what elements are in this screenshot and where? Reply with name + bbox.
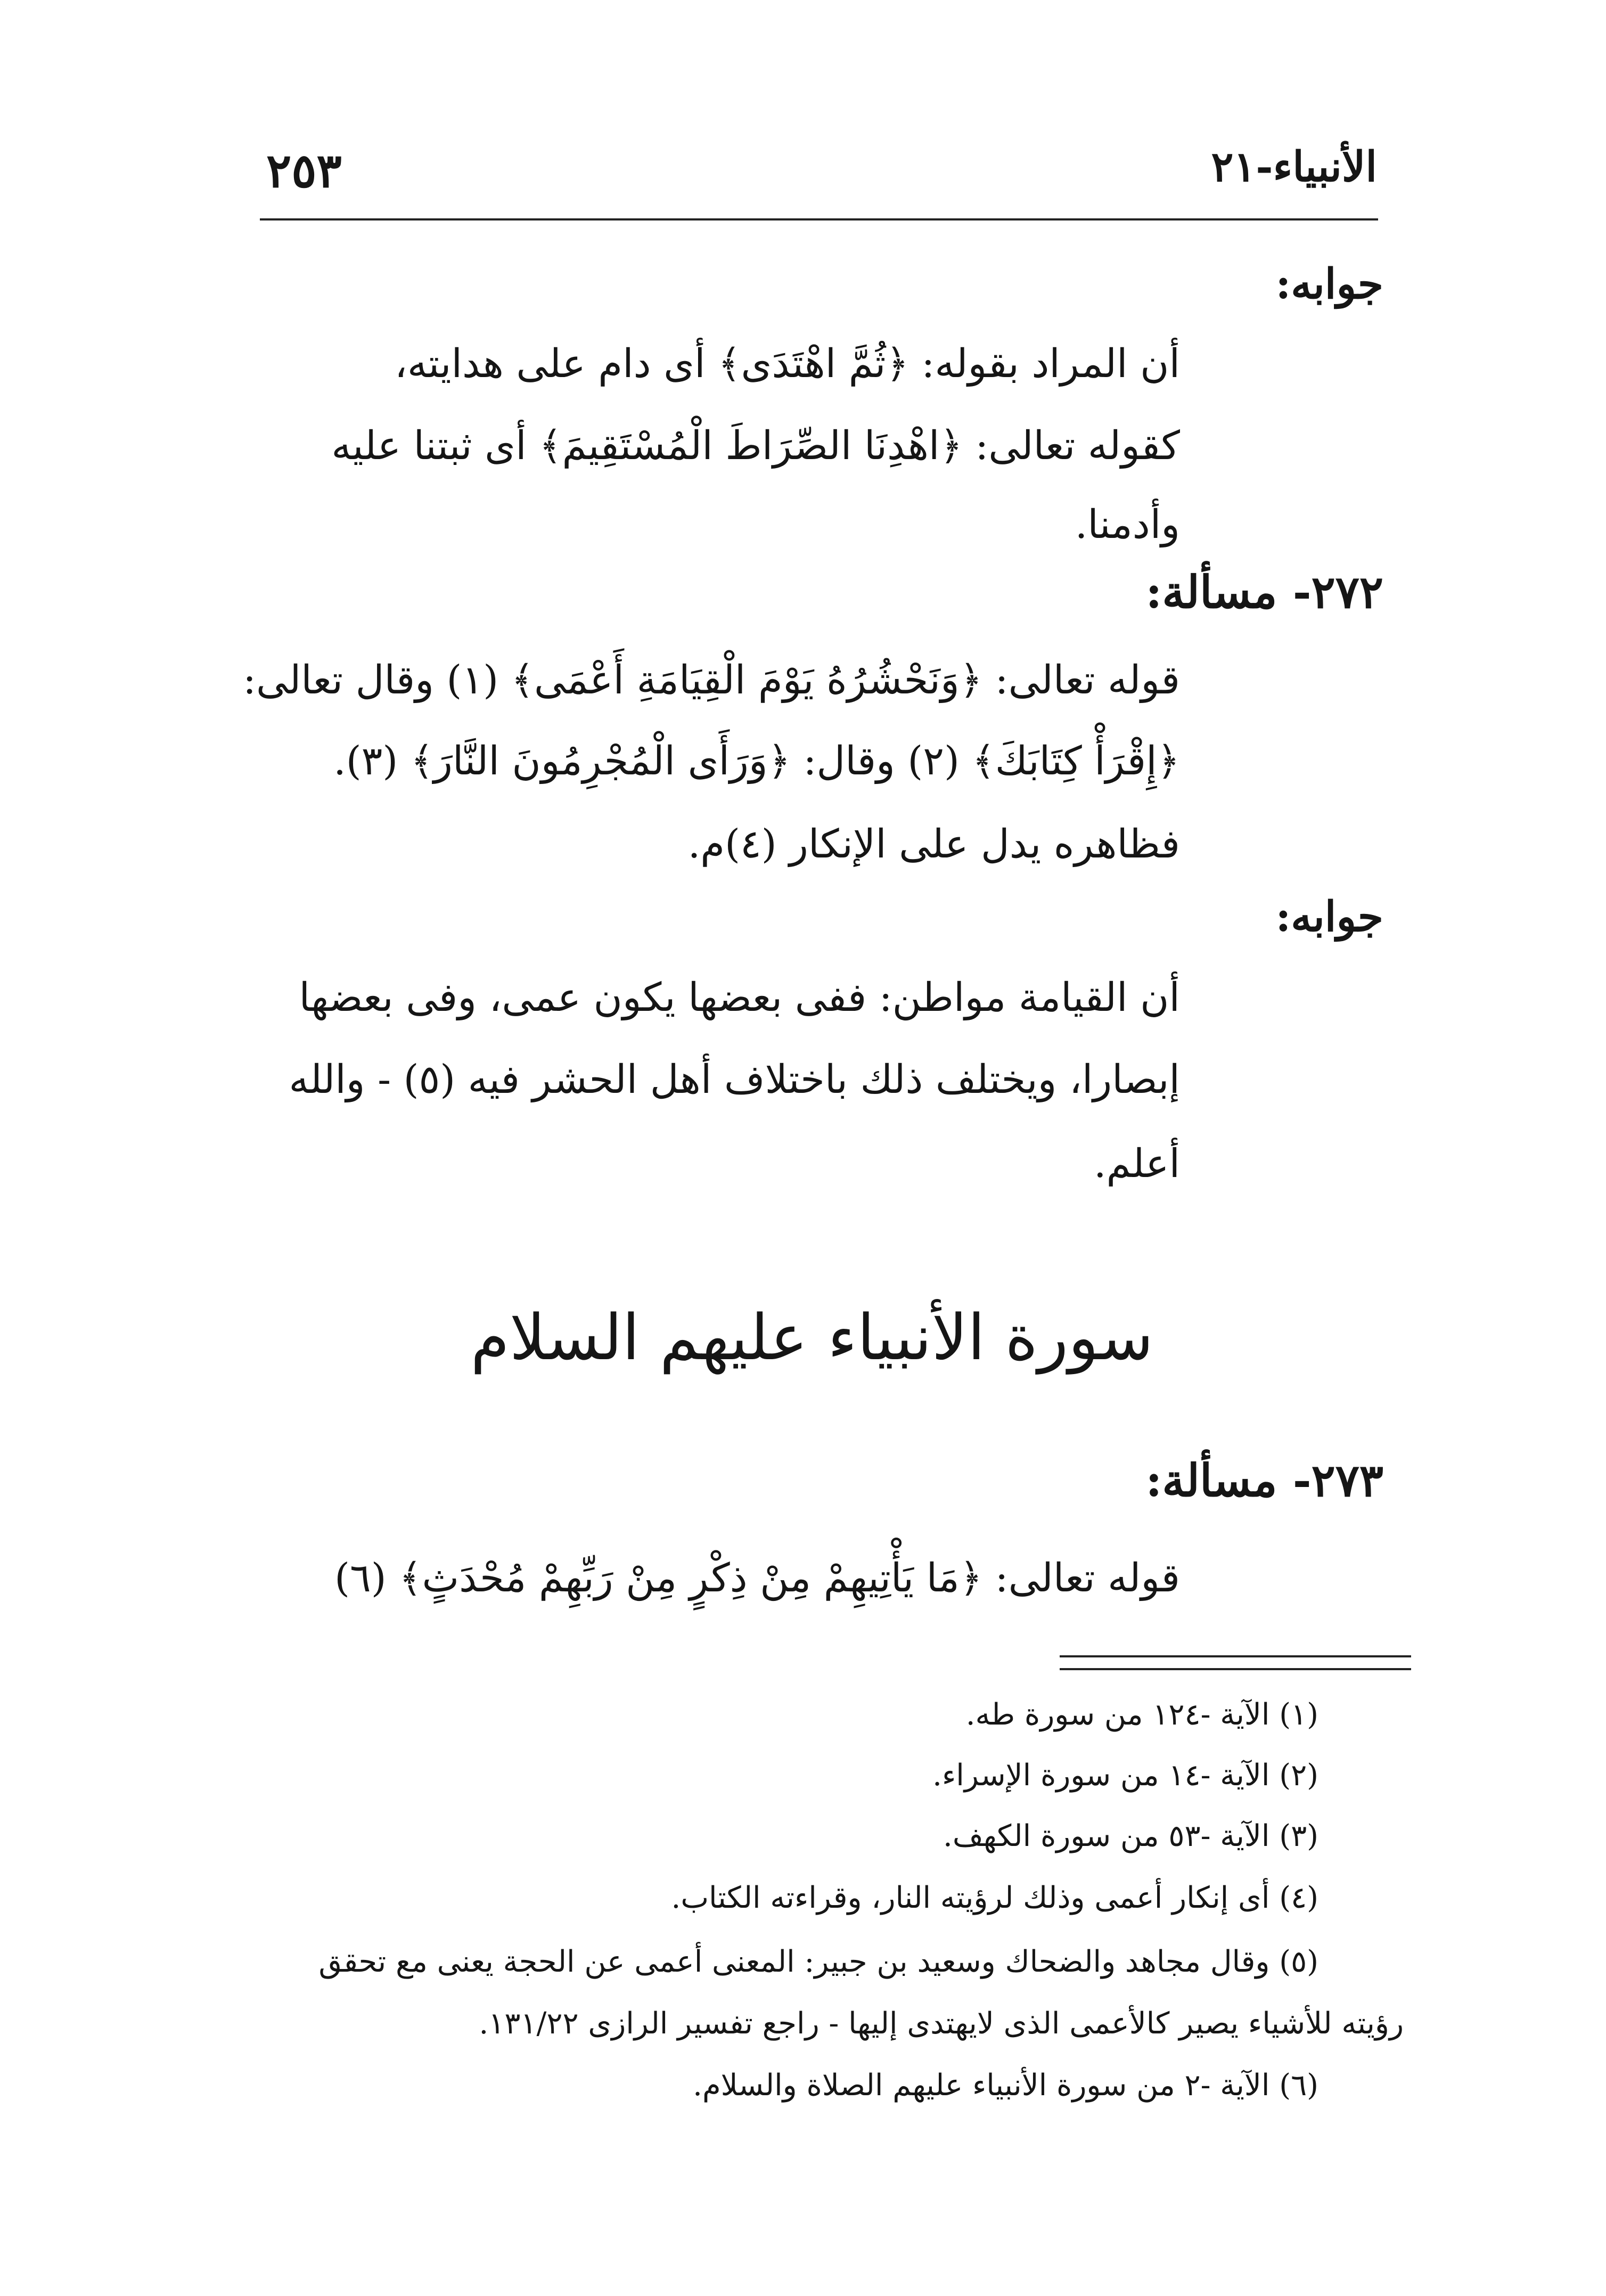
body-line: أعلم. [1094, 1141, 1180, 1187]
page-number: ٢٥٣ [266, 143, 342, 198]
footnote: (٥) وقال مجاهد والضحاك وسعيد بن جبير: المعنى أعمى عن الحجة يعنى مع تحقق [318, 1944, 1318, 1979]
body-line: كقوله تعالى: ﴿اهْدِنَا الصِّرَاطَ الْمُسْتَقِيمَ﴾ أى ثبتنا عليه [331, 423, 1180, 469]
running-head: الأنبياء-٢١ [1211, 143, 1377, 191]
answer-label: جوابه: [1275, 893, 1383, 941]
question-heading-273: ٢٧٣- مسألة: [1145, 1454, 1383, 1507]
footnote: (٢) الآية -١٤ من سورة الإسراء. [932, 1758, 1318, 1793]
body-line: أن القيامة مواطن: ففى بعضها يكون عمى، وفى بعضها [299, 975, 1180, 1020]
question-heading-272: ٢٧٢- مسألة: [1145, 566, 1383, 618]
footnote-rule [1060, 1668, 1411, 1670]
footnote: (٣) الآية -٥٣ من سورة الكهف. [943, 1819, 1318, 1853]
footnote: (١) الآية -١٢٤ من سورة طه. [965, 1697, 1318, 1732]
footnote: (٤) أى إنكار أعمى وذلك لرؤيته النار، وقراءته الكتاب. [671, 1881, 1318, 1915]
answer-label: جوابه: [1275, 260, 1383, 308]
body-line: وأدمنا. [1075, 502, 1180, 548]
body-line: ﴿إِقْرَأْ كِتَابَكَ﴾ (٢) وقال: ﴿وَرَأَى الْمُجْرِمُونَ النَّارَ﴾ (٣). [333, 738, 1180, 784]
header-rule [260, 218, 1378, 220]
footnote: رؤيته للأشياء يصير كالأعمى الذى لايهتدى إليها - راجع تفسير الرازى ١٣١/٢٢. [479, 2006, 1404, 2041]
body-line: أن المراد بقوله: ﴿ثُمَّ اهْتَدَى﴾ أى دام على هدايته، [394, 341, 1180, 387]
body-line: إبصارا، ويختلف ذلك باختلاف أهل الحشر فيه (٥) - والله [289, 1057, 1180, 1102]
body-line: قوله تعالى: ﴿مَا يَأْتِيهِمْ مِنْ ذِكْرٍ مِنْ رَبِّهِمْ مُحْدَثٍ﴾ (٦) [334, 1555, 1180, 1601]
footnote-rule [1060, 1655, 1411, 1657]
body-line: قوله تعالى: ﴿وَنَحْشُرُهُ يَوْمَ الْقِيَامَةِ أَعْمَى﴾ (١) وقال تعالى: [243, 657, 1180, 703]
surah-title: سورة الأنبياء عليهم السلام [470, 1301, 1153, 1374]
footnote: (٦) الآية -٢ من سورة الأنبياء عليهم الصلاة والسلام. [693, 2068, 1318, 2103]
body-line: فظاهره يدل على الإنكار (٤)م. [687, 821, 1180, 867]
